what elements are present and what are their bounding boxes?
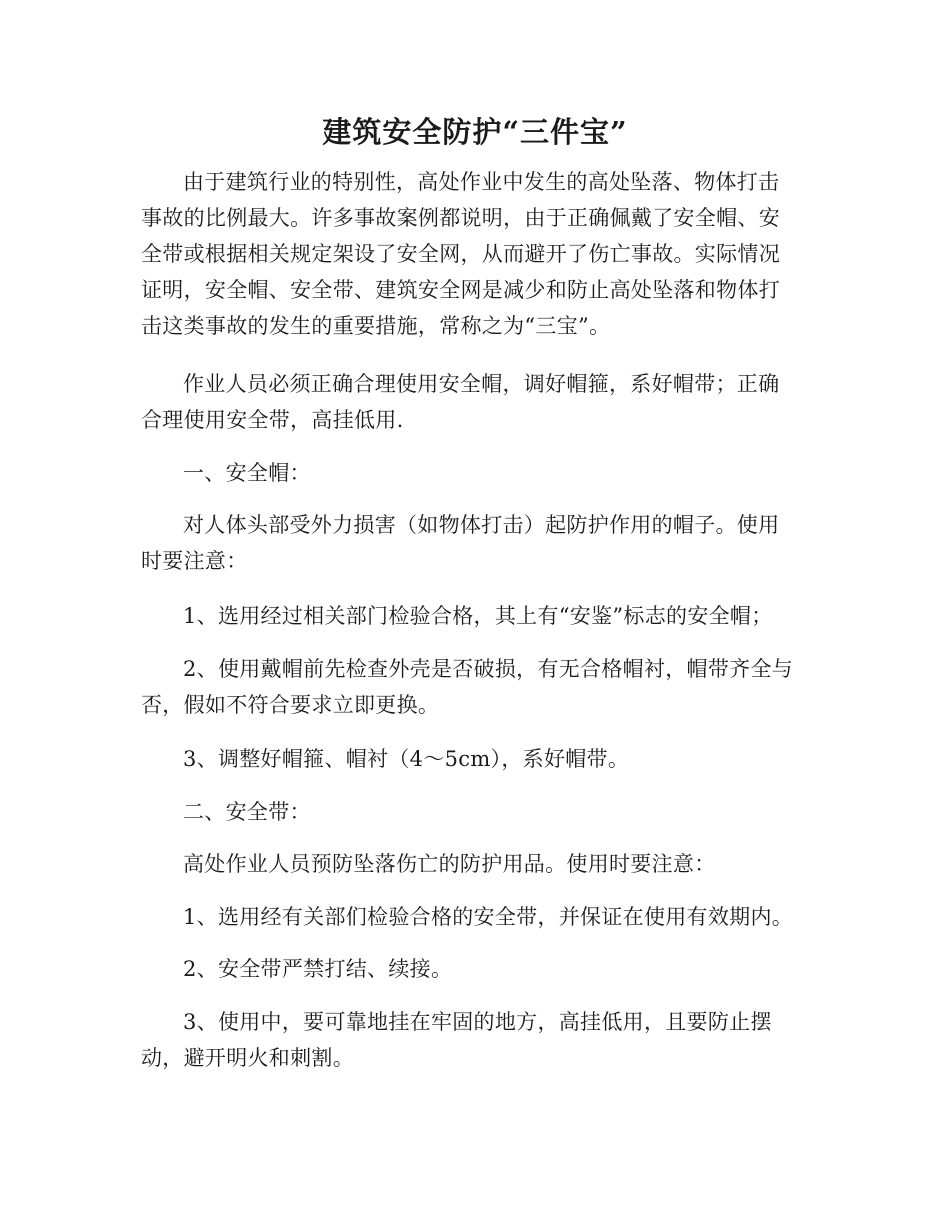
usage-line: 作业人员必须正确合理使用安全帽，调好帽箍，系好帽带；正确 — [183, 372, 780, 396]
document-title: 建筑安全防护“三件宝” — [322, 115, 628, 149]
helmet-description — [141, 507, 809, 579]
helmet-item-2 — [141, 651, 809, 723]
belt-item-2: 2、安全带严禁打结、续接。 — [183, 957, 453, 981]
belt-item-3 — [141, 1004, 809, 1076]
helmet-item-2-line: 否，假如不符合要求立即更换。 — [141, 693, 440, 717]
helmet-item-2-line: 2、使用戴帽前先检查外壳是否破损，有无合格帽衬，帽带齐全与 — [183, 657, 794, 681]
belt-heading: 二、安全带： — [183, 800, 311, 824]
usage-paragraph — [141, 366, 809, 438]
belt-item-1: 1、选用经有关部们检验合格的安全带，并保证在使用有效期内。 — [183, 905, 794, 929]
intro-line: 全带或根据相关规定架设了安全网，从而避开了伤亡事故。实际情况 — [141, 242, 780, 266]
belt-description: 高处作业人员预防坠落伤亡的防护用品。使用时要注意： — [183, 852, 716, 876]
belt-item-3-line: 动，避开明火和刺割。 — [141, 1046, 354, 1070]
intro-paragraph — [141, 164, 809, 344]
intro-line: 由于建筑行业的特别性，高处作业中发生的高处坠落、物体打击 — [183, 170, 780, 194]
helmet-item-1: 1、选用经过相关部门检验合格，其上有“安鉴”标志的安全帽； — [183, 604, 773, 628]
helmet-desc-line: 时要注意： — [141, 549, 248, 573]
helmet-item-3: 3、调整好帽箍、帽衬（4～5cm），系好帽带。 — [183, 747, 630, 771]
belt-item-3-line: 3、使用中，要可靠地挂在牢固的地方，高挂低用，且要防止摆 — [183, 1010, 772, 1034]
intro-line: 事故的比例最大。许多事故案例都说明，由于正确佩戴了安全帽、安 — [141, 206, 780, 230]
usage-line: 合理使用安全带，高挂低用. — [141, 408, 404, 432]
helmet-heading: 一、安全帽： — [183, 461, 311, 485]
intro-line: 证明，安全帽、安全带、建筑安全网是减少和防止高处坠落和物体打 — [141, 278, 780, 302]
intro-line: 击这类事故的发生的重要措施，常称之为“三宝”。 — [141, 314, 611, 338]
helmet-desc-line: 对人体头部受外力损害（如物体打击）起防护作用的帽子。使用 — [183, 513, 780, 537]
